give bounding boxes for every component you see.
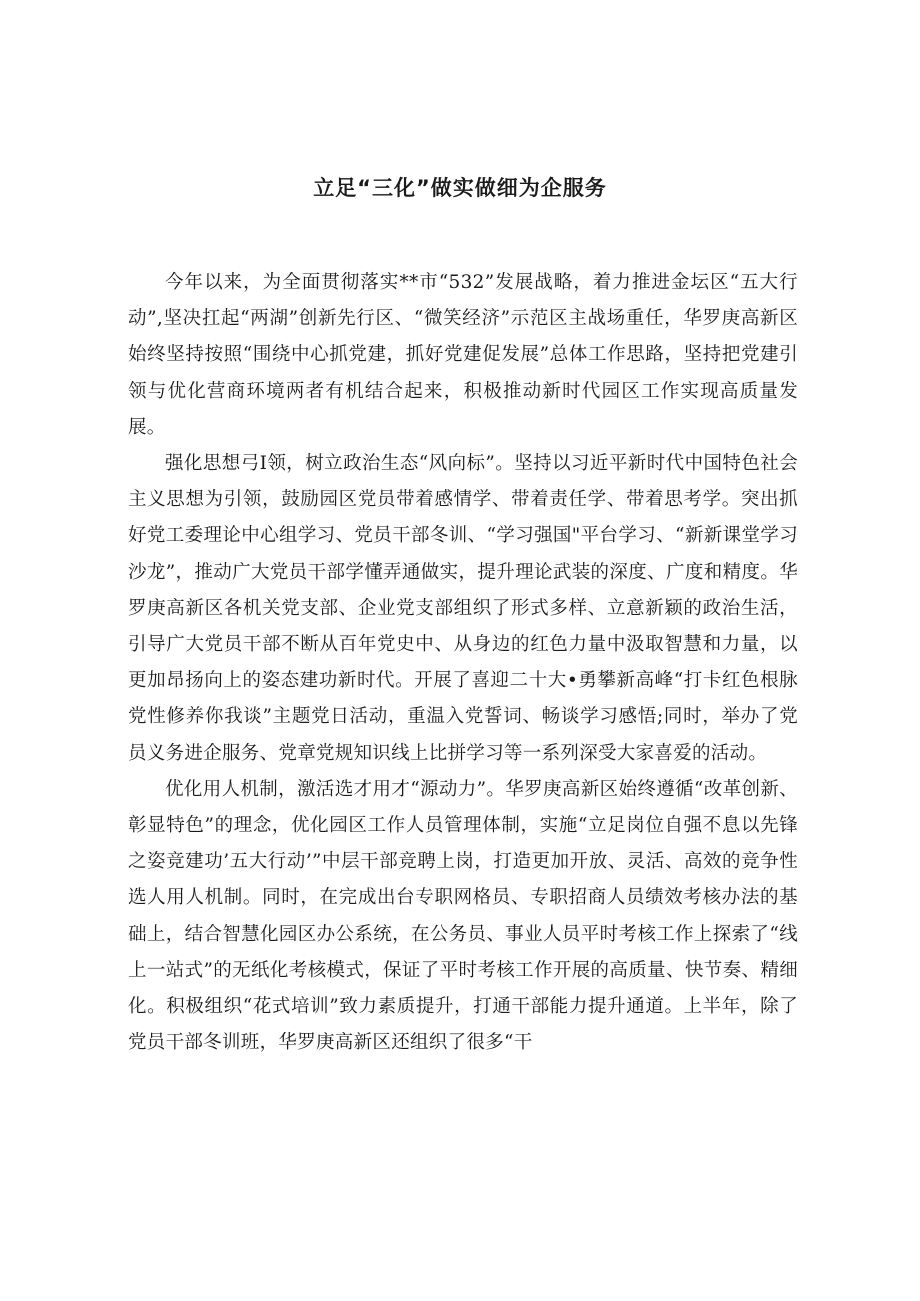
- paragraph-ideology: 强化思想弓I领，树立政治生态“风向标”。坚持以习近平新时代中国特色社会主义思想为引领，鼓励园区党员带着感情学、带着责任学、带着思考学。突出抓好党工委理论中心组学习、党员干部冬训、“学习强国"平台学习、“新新课堂学习沙龙”，推动广大党员干部学懂弄通做实，提升理论武装的深度、广度和精度。华罗庚高新区各机关党支部、企业党支部组织了形式多样、立意新颖的政治生活，引导广大党员干部不断从百年党史中、从身边的红色力量中汲取智慧和力量，以更加昂扬向上的姿态建功新时代。开展了喜迎二十大•勇攀新高峰“打卡红色根脉党性修养你我谈”主题党日活动，重温入党誓词、畅谈学习感悟;同时，举办了党员义务进企服务、党章党规知识线上比拼学习等一系列深受大家喜爱的活动。: [128, 453, 798, 764]
- paragraph-talent: 优化用人机制，激活选才用才“源动力”。华罗庚高新区始终遵循“改革创新、彰显特色”的理念，优化园区工作人员管理体制，实施“立足岗位自强不息以先锋之姿竞建功’五大行动’”中层干部竞聘上岗，打造更加开放、灵活、高效的竞争性选人用人机制。同时，在完成出台专职网格员、专职招商人员绩效考核办法的基础上，结合智慧化园区办公系统，在公务员、事业人员平时考核工作上探索了“线上一站式”的无纸化考核模式，保证了平时考核工作开展的高质量、快节奏、精细化。积极组织“花式培训”致力素质提升，打通干部能力提升通道。上半年，除了党员干部冬训班，华罗庚高新区还组织了很多“干: [128, 778, 798, 1054]
- paragraph-intro: 今年以来，为全面贯彻落实**市“532”发展战略，着力推进金坛区“五大行动”,坚决扛起“两湖”创新先行区、“微笑经济”示范区主战场重任，华罗庚高新区始终坚持按照“围绕中心抓党建，抓好党建促发展”总体工作思路，坚持把党建引领与优化营商环境两者有机结合起来，积极推动新时代园区工作实现高质量发展。: [128, 272, 798, 438]
- document-body: [128, 265, 798, 1061]
- document-title: 立足“三化”做实做细为企服务: [313, 176, 607, 200]
